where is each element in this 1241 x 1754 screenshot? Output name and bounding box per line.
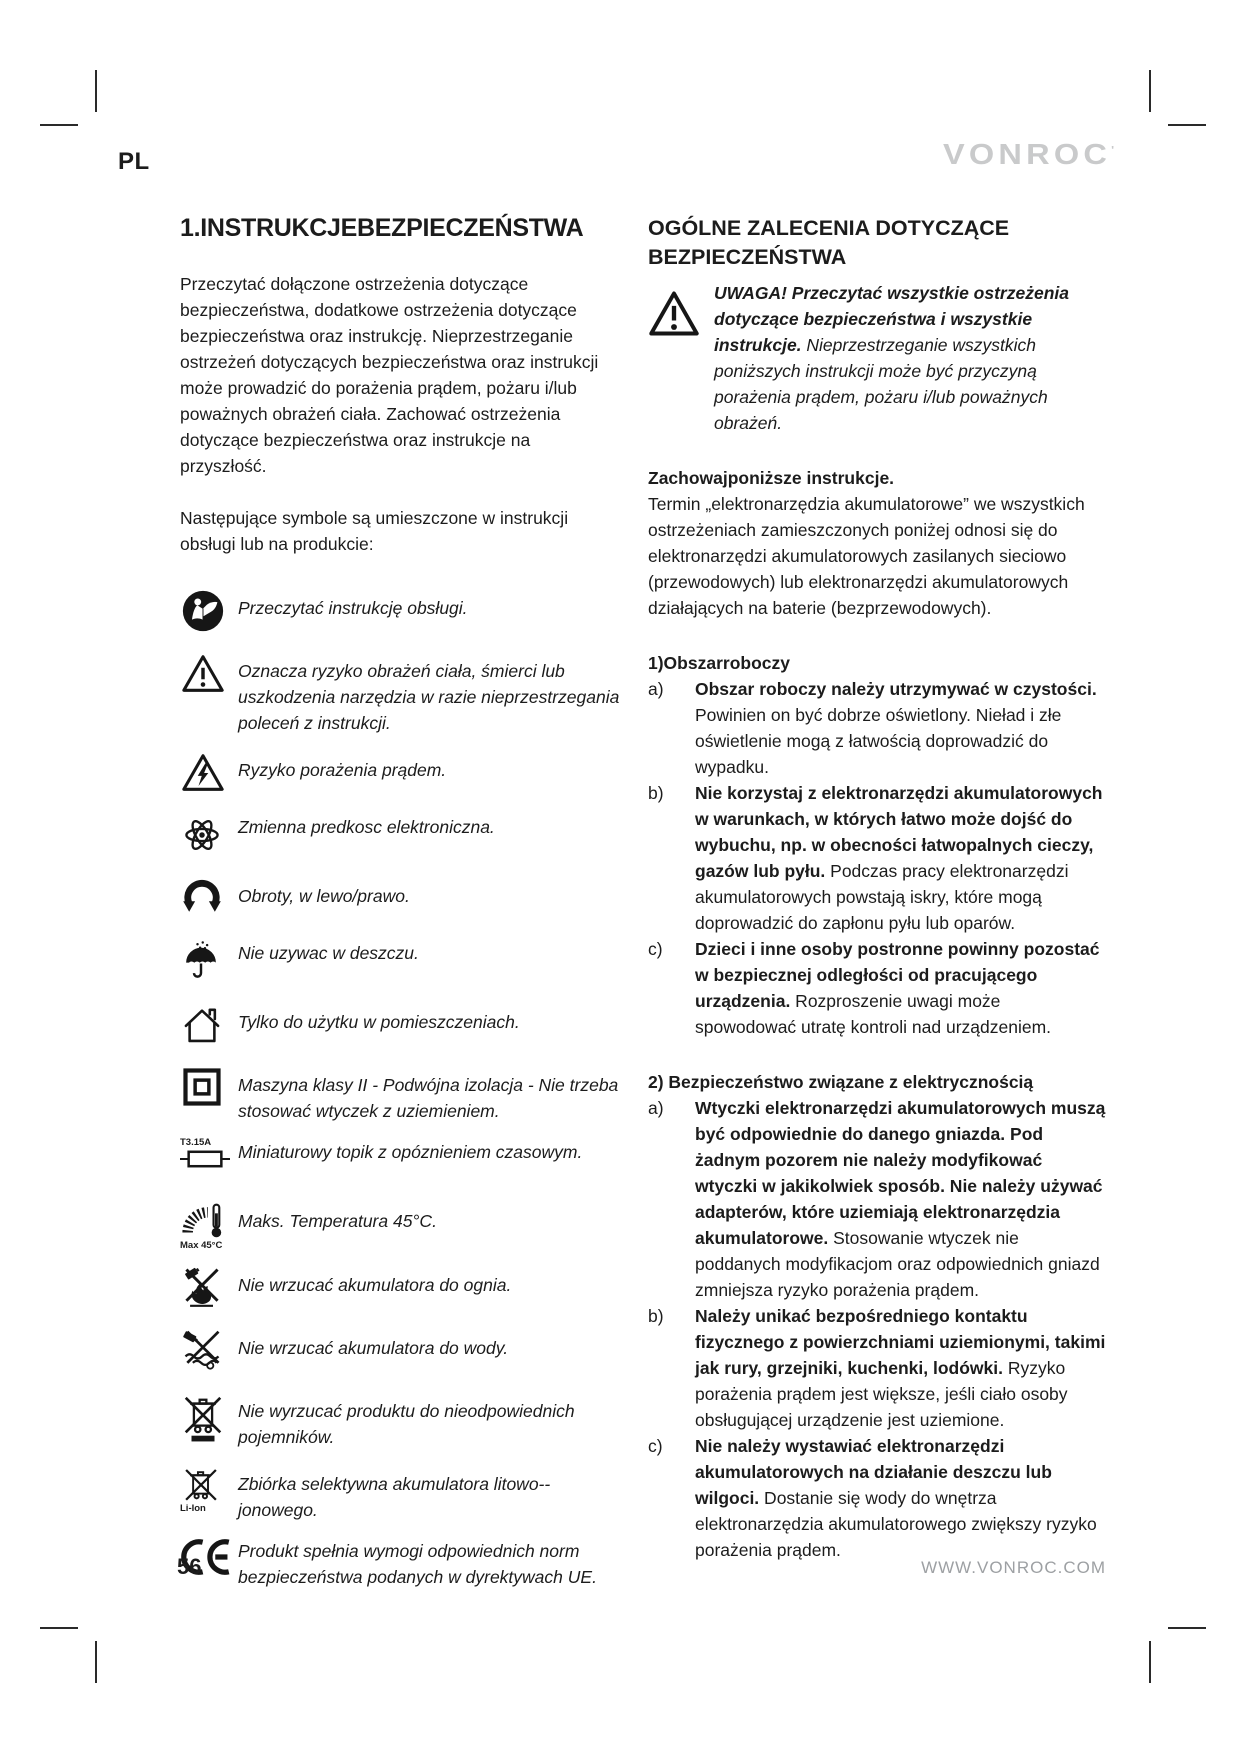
crop-mark bbox=[95, 70, 97, 112]
warning-block bbox=[648, 280, 1106, 436]
safety-section bbox=[648, 1069, 1106, 1563]
list-item: a) Obszar roboczy należy utrzymywać w czystości. Powinien on być dobrze oświetlony. Nieład i złe oświetlenie mogą z łatwością doprowadzić do wypadku. bbox=[648, 676, 1106, 780]
symbol-row bbox=[180, 749, 620, 799]
variable-speed-icon bbox=[180, 812, 238, 857]
list-item: c) Dzieci i inne osoby postronne powinny pozostać w bezpiecznej odległości od pracującego urządzenia. Rozproszenie uwagi może spowodować utratę kontroli nad urządzeniem. bbox=[648, 936, 1106, 1040]
left-column bbox=[180, 214, 620, 1603]
symbol-row bbox=[180, 1536, 620, 1590]
symbol-row bbox=[180, 1463, 620, 1523]
list-item: c) Nie należy wystawiać elektronarzędzi akumulatorowych na działanie deszczu lub wilgoci. Dostanie się wody do wnętrza elektronarzędzia akumulatorowego zwiększy ryzyko porażenia prądem. bbox=[648, 1433, 1106, 1563]
vonroc-logo: VONROC' bbox=[943, 138, 1115, 171]
li-ion-separate-collection-icon bbox=[180, 1463, 238, 1514]
no-general-waste-icon bbox=[180, 1390, 238, 1443]
symbol-description: Zmienna predkosc elektroniczna. bbox=[238, 817, 495, 837]
warning-text: UWAGA! Przeczytać wszystkie ostrzeżenia dotyczące bezpieczeństwa i wszystkie instrukcje. Nieprzestrzeganie wszystkich poniższych instrukcji może być przyczyną porażenia prądem, pożaru i/lub poważnych obrażeń. bbox=[714, 283, 1069, 433]
list-marker: a) bbox=[648, 1098, 664, 1118]
symbol-description: Oznacza ryzyko obrażeń ciała, śmierci lub uszkodzenia narzędzia w razie nieprzestrzegania poleceń z instrukcji. bbox=[238, 661, 620, 733]
crop-mark bbox=[95, 1641, 97, 1683]
numbered-sections bbox=[648, 650, 1106, 1563]
symbol-description: Maks. Temperatura 45°C. bbox=[238, 1211, 437, 1231]
symbol-description: Miniaturowy topik z opóznieniem czasowym. bbox=[238, 1142, 583, 1162]
warning-triangle-icon bbox=[648, 280, 714, 436]
section-title: 2) Bezpieczeństwo związane z elektrycznością bbox=[648, 1072, 1034, 1092]
symbol-description: Produkt spełnia wymogi odpowiednich norm bezpieczeństwa podanych w dyrektywach UE. bbox=[238, 1541, 597, 1587]
crop-mark bbox=[1149, 1641, 1151, 1683]
list-marker: b) bbox=[648, 1306, 664, 1326]
symbol-row bbox=[180, 1001, 620, 1051]
symbol-description: Maszyna klasy II - Podwójna izolacja - Nie trzeba stosować wtyczek z uziemieniem. bbox=[238, 1075, 619, 1121]
read-manual-icon bbox=[180, 587, 238, 634]
safety-section bbox=[648, 650, 1106, 1040]
general-safety-heading: OGÓLNE ZALECENIA DOTYCZĄCE BEZPIECZEŃSTWA bbox=[648, 216, 1010, 269]
symbol-row bbox=[180, 938, 620, 988]
no-battery-in-water-icon bbox=[180, 1327, 238, 1372]
keep-instructions-paragraph: Zachowajponiższe instrukcje. Termin „elektronarzędzia akumulatorowe” we wszystkich ostrzeżeniach zamieszczonych poniżej odnosi się do elektronarzędzi akumulatorowych zasilanych sieciowo (przewodowych) lub elektronarzędzi akumulatorowych działających na baterie (bezprzewodowych). bbox=[648, 468, 1085, 618]
crop-mark bbox=[1168, 1627, 1206, 1629]
symbol-label: T3.15A bbox=[180, 1137, 212, 1148]
section-title: 1)Obszarroboczy bbox=[648, 653, 790, 673]
list-item: a) Wtyczki elektronarzędzi akumulatorowych muszą być odpowiednie do danego gniazda. Pod żadnym pozorem nie należy modyfikować wtyczki w jakikolwiek sposób. Nie należy używać adapterów, które uziemiają elektronarzędzia akumulatorowe. Stosowanie wtyczek nie poddanych modyfikacjom oraz odpowiednich gniazd zmniejsza ryzyko porażenia prądem. bbox=[648, 1095, 1106, 1303]
footer-website: WWW.VONROC.COM bbox=[921, 1558, 1106, 1577]
no-battery-in-fire-icon bbox=[180, 1264, 238, 1309]
symbol-row bbox=[180, 1264, 620, 1314]
symbol-description: Ryzyko porażenia prądem. bbox=[238, 760, 447, 780]
list-marker: c) bbox=[648, 939, 663, 959]
symbols-intro-paragraph: Następujące symbole są umieszczone w instrukcji obsługi lub na produkcie: bbox=[180, 508, 569, 554]
symbol-description: Nie wyrzucać produktu do nieodpowiednich pojemników. bbox=[238, 1401, 575, 1447]
symbol-description: Nie wrzucać akumulatora do wody. bbox=[238, 1338, 509, 1358]
electric-shock-icon bbox=[180, 749, 238, 796]
symbol-row bbox=[180, 1390, 620, 1450]
symbol-label: Li-Ion bbox=[180, 1503, 206, 1514]
symbol-description: Nie wrzucać akumulatora do ognia. bbox=[238, 1275, 512, 1295]
symbol-list bbox=[180, 587, 620, 1590]
list-marker: a) bbox=[648, 679, 664, 699]
page-number: 56 bbox=[177, 1554, 202, 1579]
crop-mark bbox=[40, 1627, 78, 1629]
language-code: PL bbox=[118, 148, 150, 175]
list-item: b) Należy unikać bezpośredniego kontaktu fizycznego z powierzchniami uziemionymi, takimi jak rury, grzejniki, kuchenki, lodówki. Ryzyko porażenia prądem jest większe, jeśli ciało osoby obsługującej urządzenie jest uziemione. bbox=[648, 1303, 1106, 1433]
max-temperature-icon bbox=[180, 1200, 238, 1251]
symbol-row bbox=[180, 1137, 620, 1187]
crop-mark bbox=[1168, 124, 1206, 126]
intro-paragraph: Przeczytać dołączone ostrzeżenia dotyczące bezpieczeństwa, dodatkowe ostrzeżenia dotyczące bezpieczeństwa oraz instrukcję. Nieprzestrzeganie ostrzeżeń dotyczących bezpieczeństwa oraz instrukcji może prowadzić do porażenia prądem, pożaru i/lub poważnych obrażeń ciała. Zachować ostrzeżenia dotyczące bezpieczeństwa oraz instrukcje na przyszłość. bbox=[180, 274, 599, 476]
section-heading: 1.INSTRUKCJEBEZPIECZEŃSTWA bbox=[180, 214, 584, 242]
indoor-use-icon bbox=[180, 1001, 238, 1046]
list-marker: b) bbox=[648, 783, 664, 803]
symbol-row bbox=[180, 1200, 620, 1251]
rotation-left-right-icon bbox=[180, 875, 238, 920]
right-column bbox=[648, 214, 1106, 1563]
symbol-row bbox=[180, 1327, 620, 1377]
symbol-description: Obroty, w lewo/prawo. bbox=[238, 886, 410, 906]
warning-triangle-icon bbox=[180, 650, 238, 697]
symbol-row bbox=[180, 875, 620, 925]
time-delay-fuse-icon bbox=[180, 1137, 238, 1170]
symbol-description: Zbiórka selektywna akumulatora litowo--jonowego. bbox=[238, 1474, 551, 1520]
list-item: b) Nie korzystaj z elektronarzędzi akumulatorowych w warunkach, w których łatwo może dojść do wybuchu, np. w obecności łatwopalnych cieczy, gazów lub pyłu. Podczas pracy elektronarzędzi akumulatorowych powstają iskry, które mogą doprowadzić do zapłonu pyłu lub oparów. bbox=[648, 780, 1106, 936]
symbol-row bbox=[180, 1064, 620, 1124]
symbol-description: Tylko do użytku w pomieszczeniach. bbox=[238, 1012, 520, 1032]
no-rain-icon bbox=[180, 938, 238, 981]
symbol-row bbox=[180, 812, 620, 862]
symbol-row bbox=[180, 650, 620, 736]
crop-mark bbox=[40, 124, 78, 126]
symbol-description: Nie uzywac w deszczu. bbox=[238, 943, 419, 963]
symbol-description: Przeczytać instrukcję obsługi. bbox=[238, 598, 468, 618]
symbol-row bbox=[180, 587, 620, 637]
list-marker: c) bbox=[648, 1436, 663, 1456]
crop-mark bbox=[1149, 70, 1151, 112]
class-2-machine-icon bbox=[180, 1064, 238, 1109]
symbol-label: Max 45°C bbox=[180, 1240, 223, 1251]
trademark-mark: ' bbox=[1111, 143, 1115, 157]
